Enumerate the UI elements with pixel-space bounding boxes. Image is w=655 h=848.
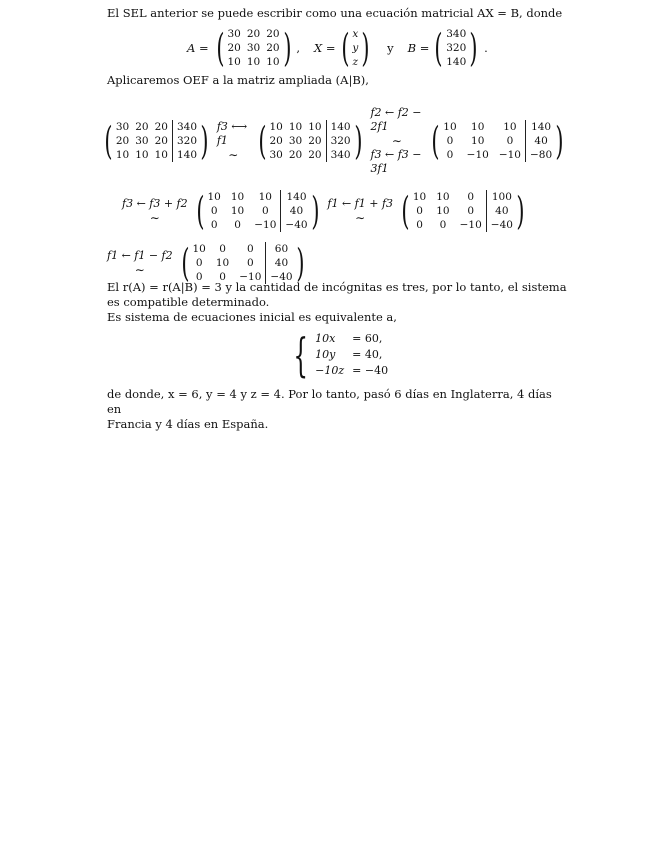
cell: −10 xyxy=(254,219,277,231)
row-operation xyxy=(107,249,173,277)
right-paren: ) xyxy=(353,119,363,163)
conclusion-line-1: de donde, x = 6, y = 4 y z = 4. Por lo tanto, pasó 6 días en Inglaterra, 4 días en xyxy=(107,387,552,416)
matrix-x xyxy=(338,27,374,69)
cell: 40 xyxy=(534,135,548,147)
reduction-step-2 xyxy=(117,190,567,232)
augmented-matrix xyxy=(101,120,212,162)
cell: −40 xyxy=(270,271,293,283)
left-paren: ( xyxy=(401,189,410,233)
row-operation xyxy=(217,120,250,162)
a-label: A = xyxy=(187,41,209,55)
cell: −10 xyxy=(459,219,482,231)
rank-paragraph-line-2: es compatible determinado. xyxy=(107,295,270,309)
augmented-matrix xyxy=(255,120,366,162)
cell: 10 xyxy=(471,121,485,133)
cell: 0 xyxy=(439,219,447,231)
cell: 20 xyxy=(154,121,168,133)
left-brace: { xyxy=(293,328,308,382)
matrix-b xyxy=(431,27,481,69)
operation-label: f1 ← f1 − f2 xyxy=(107,249,173,262)
operation-label: f1 ← f1 + f3 xyxy=(327,197,394,210)
row-operation xyxy=(122,197,188,225)
left-paren: ( xyxy=(104,119,113,163)
cell: 30 xyxy=(135,135,149,147)
equation-rhs: = 60, xyxy=(352,332,383,345)
equation-rhs: = 40, xyxy=(352,348,383,361)
cell: 0 xyxy=(446,149,454,161)
cell: 30 xyxy=(227,28,241,40)
document-page xyxy=(104,6,567,432)
cell: 340 xyxy=(446,28,467,40)
equivalence-symbol: ∼ xyxy=(391,134,402,148)
equivalence-symbol: ∼ xyxy=(149,211,160,225)
equation-lhs: 10x xyxy=(315,332,336,345)
cell: 20 xyxy=(308,149,322,161)
cell: −40 xyxy=(490,219,513,231)
cell: 10 xyxy=(471,135,485,147)
right-paren: ) xyxy=(469,26,478,70)
left-paren: ( xyxy=(180,241,190,285)
cell: 10 xyxy=(230,205,245,217)
cell: 10 xyxy=(269,121,283,133)
cell: 10 xyxy=(215,257,230,269)
cell: 340 xyxy=(330,149,351,161)
augmented-matrix xyxy=(428,120,567,162)
right-paren: ) xyxy=(282,26,292,70)
left-paren: ( xyxy=(340,26,350,70)
cell: 0 xyxy=(506,135,514,147)
period: . xyxy=(484,41,488,55)
cell: 0 xyxy=(467,191,475,203)
cell: 30 xyxy=(288,135,303,147)
equation-lhs: 10y xyxy=(315,348,336,361)
right-paren: ) xyxy=(310,189,320,233)
cell: 0 xyxy=(416,219,423,231)
left-paren: ( xyxy=(257,119,267,163)
left-paren: ( xyxy=(215,26,225,70)
cell: 10 xyxy=(308,121,322,133)
cell: 140 xyxy=(531,121,552,133)
cell: 40 xyxy=(289,205,304,217)
left-paren: ( xyxy=(434,26,443,70)
row-operation xyxy=(370,106,423,176)
cell: 0 xyxy=(219,271,226,283)
cell: −10 xyxy=(498,149,521,161)
cell: x xyxy=(352,28,359,40)
cell: 0 xyxy=(261,205,269,217)
equivalence-paragraph: Es sistema de ecuaciones inicial es equivalente a, xyxy=(107,310,397,324)
matrix-b-cells xyxy=(446,27,466,69)
equivalence-symbol: ∼ xyxy=(134,263,145,277)
equation-system xyxy=(107,328,567,382)
x-label: X = xyxy=(314,41,336,55)
cell: 320 xyxy=(176,135,197,147)
cell: 20 xyxy=(266,42,280,54)
operation-label: f3 ← f3 − 3f1 xyxy=(370,148,422,175)
augmented-matrix xyxy=(193,190,323,232)
cell: 10 xyxy=(230,191,245,203)
right-paren: ) xyxy=(295,241,305,285)
matrix-a-cells xyxy=(227,27,279,69)
right-paren: ) xyxy=(200,119,209,163)
cell: 0 xyxy=(416,205,423,217)
cell: 10 xyxy=(288,121,303,133)
cell: 20 xyxy=(269,135,283,147)
equivalence-symbol: ∼ xyxy=(228,148,239,162)
cell: 30 xyxy=(246,42,261,54)
cell: 10 xyxy=(436,205,450,217)
augmented-matrix xyxy=(398,190,528,232)
operation-label: f2 ← f2 − 2f1 xyxy=(370,106,422,133)
cell: 10 xyxy=(115,149,130,161)
reduction-step-3 xyxy=(107,242,567,284)
cell: 20 xyxy=(246,28,261,40)
cell: 320 xyxy=(446,42,467,54)
cell: 10 xyxy=(266,56,280,68)
cell: 10 xyxy=(135,149,149,161)
cell: 20 xyxy=(115,135,130,147)
matrix-a xyxy=(213,27,295,69)
left-paren: ( xyxy=(195,189,205,233)
cell: z xyxy=(352,56,359,68)
cell: 40 xyxy=(495,205,509,217)
cell: 100 xyxy=(491,191,512,203)
cell: 0 xyxy=(467,205,475,217)
cell: 140 xyxy=(286,191,307,203)
cell: 10 xyxy=(436,191,450,203)
cell: 10 xyxy=(192,243,206,255)
cell: 10 xyxy=(443,121,457,133)
separator: , xyxy=(296,41,301,55)
cell: 60 xyxy=(274,243,289,255)
conclusion-line-2: Francia y 4 días en España. xyxy=(107,417,269,431)
cell: 140 xyxy=(446,56,467,68)
cell: 0 xyxy=(246,243,254,255)
row-operation xyxy=(327,197,393,225)
cell: 10 xyxy=(154,149,168,161)
reduction-step-1 xyxy=(101,106,567,176)
cell: 0 xyxy=(246,257,254,269)
equation-rhs: = −40 xyxy=(352,364,389,377)
cell: 0 xyxy=(195,257,203,269)
b-label: B = xyxy=(407,41,430,55)
cell: 0 xyxy=(210,219,218,231)
cell: 0 xyxy=(234,219,241,231)
left-paren: ( xyxy=(431,119,440,163)
operation-label: f3 ← f3 + f2 xyxy=(122,197,188,210)
cell: 20 xyxy=(308,135,322,147)
cell: 0 xyxy=(446,135,454,147)
cell: 10 xyxy=(207,191,221,203)
cell: 320 xyxy=(330,135,351,147)
cell: 0 xyxy=(195,271,203,283)
rank-paragraph-line-1: El r(A) = r(A|B) = 3 y la cantidad de incógnitas es tres, por lo tanto, el sistema xyxy=(107,280,567,294)
cell: 30 xyxy=(115,121,130,133)
cell: 0 xyxy=(219,243,226,255)
equation-lhs: −10z xyxy=(315,364,345,377)
cell: 10 xyxy=(227,56,241,68)
cell: y xyxy=(352,42,359,54)
matrix-x-cells xyxy=(352,27,358,69)
and-word: y xyxy=(387,41,394,55)
cell: 20 xyxy=(135,121,149,133)
cell: 10 xyxy=(246,56,261,68)
equivalence-symbol: ∼ xyxy=(355,211,366,225)
intro-paragraph: El SEL anterior se puede escribir como una ecuación matricial AX = B, donde xyxy=(107,6,563,20)
augmented-matrix xyxy=(178,242,308,284)
matrix-definitions xyxy=(187,27,567,69)
cell: 140 xyxy=(330,121,351,133)
cell: 340 xyxy=(176,121,197,133)
right-paren: ) xyxy=(555,119,564,163)
cell: 140 xyxy=(176,149,197,161)
cell: 20 xyxy=(227,42,241,54)
operation-label: f3 ⟷ f1 xyxy=(216,120,248,147)
cell: 10 xyxy=(412,191,427,203)
cell: 0 xyxy=(210,205,218,217)
right-paren: ) xyxy=(361,26,370,70)
right-paren: ) xyxy=(516,189,525,233)
cell: 10 xyxy=(258,191,272,203)
cell: −80 xyxy=(530,149,553,161)
cell: −10 xyxy=(239,271,262,283)
cell: 40 xyxy=(274,257,289,269)
cell: −40 xyxy=(285,219,308,231)
cell: −10 xyxy=(466,149,489,161)
oef-paragraph: Aplicaremos OEF a la matriz ampliada (A|B), xyxy=(107,73,369,87)
cell: 20 xyxy=(266,28,280,40)
equation-lines xyxy=(315,331,388,379)
cell: 20 xyxy=(288,149,303,161)
cell: 10 xyxy=(503,121,517,133)
cell: 20 xyxy=(154,135,168,147)
cell: 30 xyxy=(269,149,283,161)
